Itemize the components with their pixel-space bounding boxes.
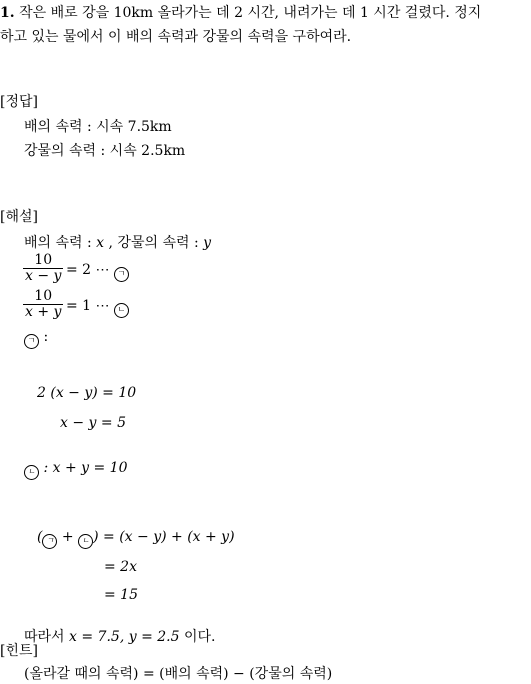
circled-mark-2-icon: ㄴ (114, 303, 129, 318)
step-1: 2 (x − y) = 10 (37, 385, 137, 401)
step-5: = 2x (104, 559, 137, 575)
equation-2-rhs: = 1 ⋯ ㄴ (66, 299, 129, 318)
answer-river-speed: 강물의 속력 : 시속 2.5km (24, 143, 186, 159)
hint-text: (올라갈 때의 속력) = (배의 속력) − (강물의 속력) (24, 666, 333, 682)
problem-line-2: 하고 있는 물에서 이 배의 속력과 강물의 속력을 구하여라. (0, 29, 352, 45)
step-label-1: ㄱ : (24, 330, 48, 349)
solution-header: [해설] (0, 209, 38, 225)
circled-mark-1-icon: ㄱ (24, 334, 39, 349)
answer-boat-speed: 배의 속력 : 시속 7.5km (24, 119, 172, 135)
equation-1-rhs: = 2 ⋯ ㄱ (66, 263, 129, 282)
problem-number: 1. (0, 5, 15, 21)
step-4: ( ㄱ + ㄴ ) = (x − y) + (x + y) (37, 530, 235, 549)
circled-mark-1-icon: ㄱ (42, 534, 57, 549)
equation-1-fraction: $\frac{10}{x - y}$ (25, 252, 62, 284)
final-answer: 따라서 x = 7.5, y = 2.5 이다. (24, 629, 216, 645)
equation-2-fraction: $\frac{10}{x + y}$ (25, 288, 62, 320)
step-2: x − y = 5 (60, 415, 126, 431)
problem-line-1: 작은 배로 강을 10km 올라가는 데 2 시간, 내려가는 데 1 시간 걸렸다. 정지 (19, 5, 482, 21)
variable-definition: 배의 속력 : x , 강물의 속력 : y (24, 235, 212, 251)
circled-mark-2-icon: ㄴ (24, 465, 39, 480)
step-6: = 15 (104, 587, 138, 603)
answer-header: [정답] (0, 94, 38, 110)
hint-header: [힌트] (0, 643, 38, 659)
problem-statement (0, 6, 481, 20)
circled-mark-2-icon: ㄴ (78, 534, 93, 549)
circled-mark-1-icon: ㄱ (114, 267, 129, 282)
step-3: ㄴ : x + y = 10 (24, 461, 128, 480)
